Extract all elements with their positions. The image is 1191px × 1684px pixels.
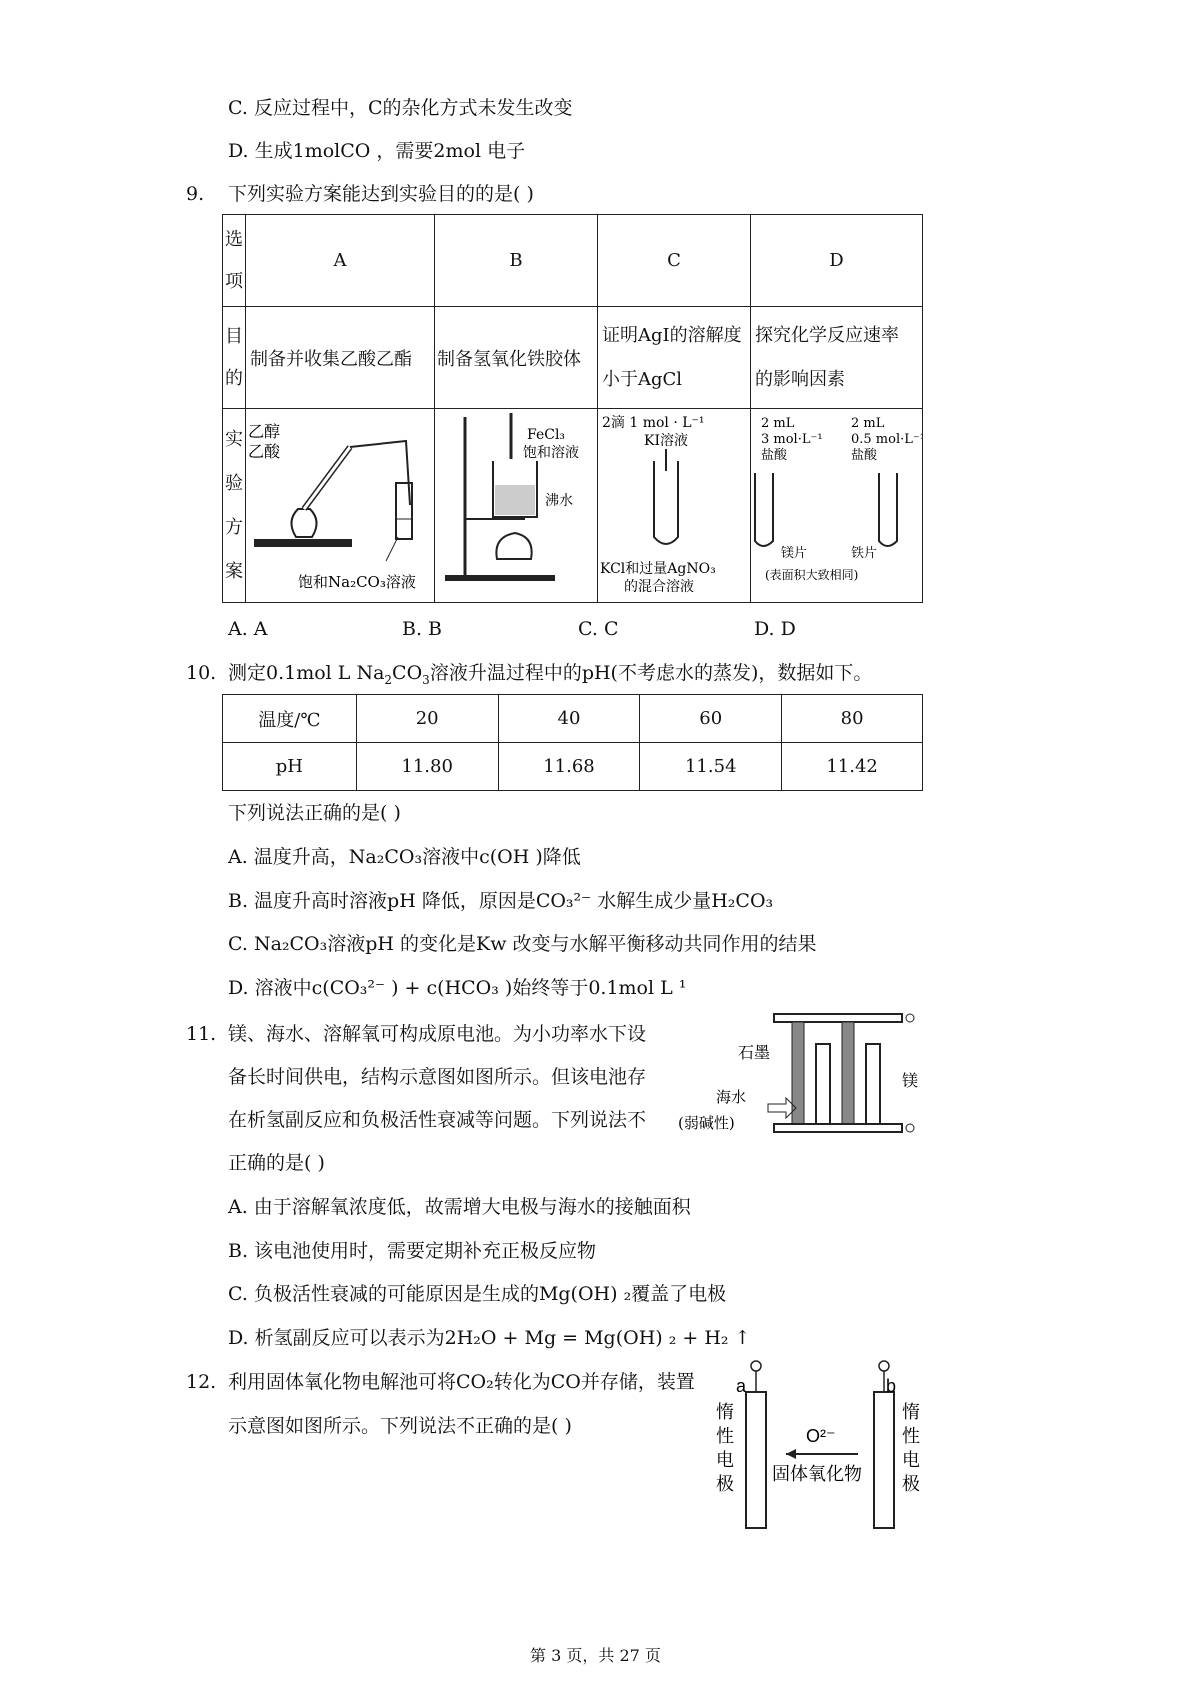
q9-option-b-header: B <box>435 215 598 307</box>
q9-option-a-header: A <box>246 215 435 307</box>
svg-text:极: 极 <box>716 1474 734 1495</box>
label-kcl-agno3: KCl和过量AgNO₃ <box>600 561 716 577</box>
q11-line: 在析氢副反应和负极活性衰减等问题。下列说法不 <box>228 1109 647 1131</box>
label-ki-conc: 2滴 1 mol · L⁻¹ <box>602 415 705 431</box>
q10-ph-cell: 11.80 <box>356 743 498 791</box>
q10-ph-cell: 11.42 <box>782 743 923 791</box>
label-graphite: 石墨 <box>738 1043 771 1062</box>
label-na2co3: 饱和Na₂CO₃溶液 <box>298 573 416 591</box>
q9-answer-a: A. A <box>228 618 268 640</box>
svg-text:极: 极 <box>902 1474 920 1495</box>
q10-temp-cell: 80 <box>782 695 923 743</box>
oxide-ion-label: O²⁻ <box>806 1426 836 1446</box>
q10-option-b: B. 温度升高时溶液pH 降低，原因是CO₃²⁻ 水解生成少量H₂CO₃ <box>228 890 774 912</box>
svg-text:盐酸: 盐酸 <box>761 448 788 463</box>
q9-purpose-a: 制备并收集乙酸乙酯 <box>246 307 435 409</box>
q10-temp-cell: 40 <box>498 695 640 743</box>
svg-text:镁片: 镁片 <box>781 546 808 561</box>
label-weakly-basic: (弱碱性) <box>678 1114 735 1132</box>
q9-stem: 下列实验方案能达到实验目的的是( ) <box>228 183 534 205</box>
q11-number: 11. <box>186 1023 217 1045</box>
q12-number: 12. <box>186 1371 217 1393</box>
mg-seawater-battery-diagram <box>676 1008 926 1140</box>
q10-data-table <box>222 694 923 791</box>
svg-text:性: 性 <box>716 1426 734 1447</box>
q9-scheme-b <box>435 409 598 603</box>
q9-answer-c: C. C <box>578 618 619 640</box>
q11-option-b: B. 该电池使用时，需要定期补充正极反应物 <box>228 1240 597 1262</box>
agi-test-tube-diagram <box>598 409 750 597</box>
electrode-a-label: a <box>736 1376 747 1396</box>
svg-text:电: 电 <box>902 1450 920 1471</box>
svg-text:性: 性 <box>902 1426 920 1447</box>
svg-text:铁片: 铁片 <box>851 546 878 561</box>
q10-header-ph: pH <box>223 743 357 791</box>
q9-purpose-d: 探究化学反应速率 的影响因素 <box>751 307 923 409</box>
q8-option-c: C. 反应过程中，C的杂化方式未发生改变 <box>228 97 573 119</box>
label-seawater: 海水 <box>716 1088 747 1106</box>
svg-text:惰: 惰 <box>902 1402 920 1423</box>
label-magnesium: 镁 <box>902 1071 919 1090</box>
q9-scheme-a <box>246 409 435 603</box>
q9-answer-b: B. B <box>402 618 443 640</box>
svg-text:电: 电 <box>716 1450 734 1471</box>
q9-table <box>222 214 923 603</box>
q9-purpose-b: 制备氢氧化铁胶体 <box>435 307 598 409</box>
q10-ph-cell: 11.54 <box>640 743 782 791</box>
svg-text:惰: 惰 <box>716 1402 734 1423</box>
q11-option-c: C. 负极活性衰减的可能原因是生成的Mg(OH) ₂覆盖了电极 <box>228 1283 727 1305</box>
solid-oxide-label: 固体氧化物 <box>772 1464 862 1485</box>
q10-ask: 下列说法正确的是( ) <box>228 802 401 824</box>
svg-text:(表面积大致相同): (表面积大致相同) <box>765 568 859 582</box>
solid-oxide-electrolysis-diagram <box>708 1358 928 1534</box>
q9-number: 9. <box>186 183 205 205</box>
rate-test-tubes-diagram <box>751 409 922 597</box>
label-fecl3: FeCl₃ <box>527 427 566 443</box>
ester-apparatus-diagram <box>246 409 434 597</box>
label-ethanol: 乙醇 <box>248 422 281 441</box>
q9-answer-d: D. D <box>754 618 796 640</box>
q11-line: 镁、海水、溶解氧可构成原电池。为小功率水下设 <box>228 1023 647 1045</box>
q10-ph-cell: 11.68 <box>498 743 640 791</box>
q10-stem: 测定0.1mol L $Na_2CO_3$溶液升温过程中的pH(不考虑水的蒸发)，数据如下。 <box>228 662 873 687</box>
page-footer: 第 3 页，共 27 页 <box>530 1646 661 1665</box>
label-saturated: 饱和溶液 <box>523 445 579 461</box>
q10-option-d: D. 溶液中c(CO₃²⁻ ) + c(HCO₃ )始终等于0.1mol L ¹ <box>228 977 687 999</box>
q11-line: 正确的是( ) <box>228 1152 325 1174</box>
svg-text:3 mol·L⁻¹: 3 mol·L⁻¹ <box>761 432 823 447</box>
label-acetic-acid: 乙酸 <box>248 442 281 461</box>
q11-option-d: D. 析氢副反应可以表示为2H₂O + Mg = Mg(OH) ₂ + H₂ ↑ <box>228 1327 751 1349</box>
label-ki-solution: KI溶液 <box>644 433 688 449</box>
q9-scheme-c <box>598 409 751 603</box>
q11-option-a: A. 由于溶解氧浓度低，故需增大电极与海水的接触面积 <box>228 1196 691 1218</box>
q12-line: 利用固体氧化物电解池可将CO₂转化为CO并存储，装置 <box>228 1371 695 1393</box>
q11-line: 备长时间供电，结构示意图如图所示。但该电池存 <box>228 1066 647 1088</box>
q10-number: 10. <box>186 662 217 684</box>
q10-header-temp: 温度/℃ <box>223 695 357 743</box>
q10-temp-cell: 60 <box>640 695 782 743</box>
colloid-apparatus-diagram <box>435 409 597 597</box>
q9-purpose-c: 证明AgI的溶解度 小于AgCl <box>598 307 751 409</box>
q9-row-head-options: 选 项 <box>223 215 246 307</box>
q9-option-c-header: C <box>598 215 751 307</box>
q8-option-d: D. 生成1molCO ，需要2mol 电子 <box>228 140 526 162</box>
label-boiling-water: 沸水 <box>545 493 573 509</box>
svg-text:盐酸: 盐酸 <box>851 448 878 463</box>
arrow-left-icon <box>786 1449 796 1459</box>
electrode-b-label: b <box>886 1376 897 1396</box>
q12-line: 示意图如图所示。下列说法不正确的是( ) <box>228 1415 572 1437</box>
svg-text:2 mL: 2 mL <box>851 416 885 431</box>
svg-text:0.5 mol·L⁻¹: 0.5 mol·L⁻¹ <box>851 432 922 447</box>
q10-temp-cell: 20 <box>356 695 498 743</box>
q10-option-a: A. 温度升高，Na₂CO₃溶液中c(OH )降低 <box>228 846 581 868</box>
q9-scheme-d <box>751 409 923 603</box>
q9-row-head-purpose: 目 的 <box>223 307 246 409</box>
q9-option-d-header: D <box>751 215 923 307</box>
q10-option-c: C. Na₂CO₃溶液pH 的变化是Kw 改变与水解平衡移动共同作用的结果 <box>228 933 817 955</box>
q9-row-head-scheme: 实 验 方 案 <box>223 409 246 603</box>
svg-text:2 mL: 2 mL <box>761 416 795 431</box>
label-mixture: 的混合溶液 <box>624 579 694 595</box>
